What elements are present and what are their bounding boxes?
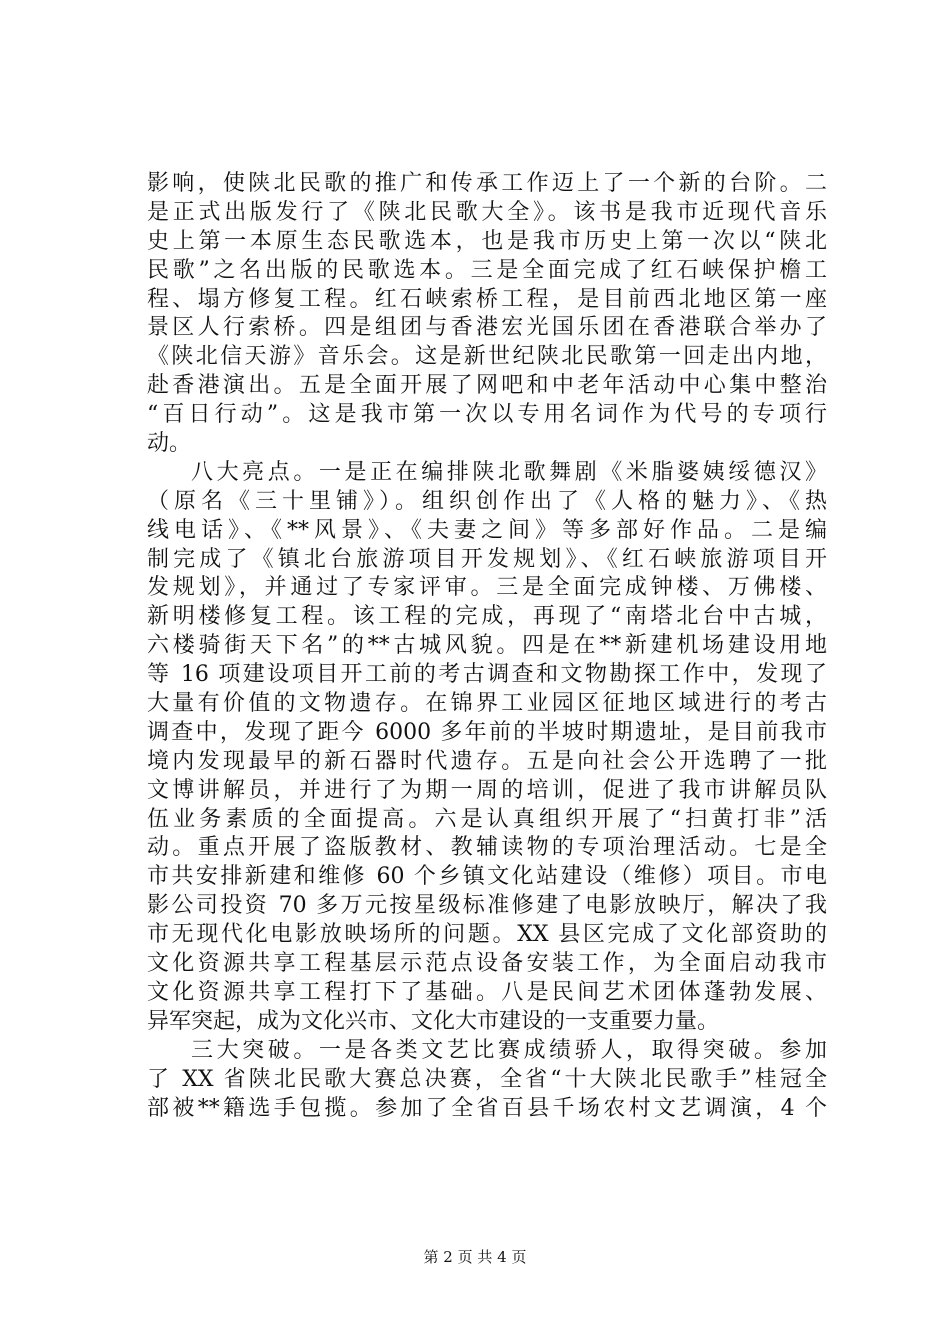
text-line: 民歌”之名出版的民歌选本。三是全面完成了红石峡保护檐工 bbox=[147, 257, 827, 283]
text-line: 伍业务素质的全面提高。六是认真组织开展了“扫黄打非”活 bbox=[147, 806, 827, 832]
text-line: 市无现代化电影放映场所的问题。XX 县区完成了文化部资助的 bbox=[147, 922, 827, 948]
text-line: 市共安排新建和维修 60 个乡镇文化站建设（维修）项目。市电 bbox=[147, 864, 827, 890]
text-line: 赴香港演出。五是全面开展了网吧和中老年活动中心集中整治 bbox=[147, 373, 827, 399]
text-line: 文化资源共享工程打下了基础。八是民间艺术团体蓬勃发展、 bbox=[147, 979, 827, 1005]
text-line: 八大亮点。一是正在编排陕北歌舞剧《米脂婆姨绥德汉》 bbox=[191, 459, 827, 485]
text-line: 了 XX 省陕北民歌大赛总决赛，全省“十大陕北民歌手”桂冠全 bbox=[147, 1066, 827, 1092]
text-line: 六楼骑街天下名”的**古城风貌。四是在**新建机场建设用地 bbox=[147, 633, 827, 659]
text-line: 《陕北信天游》音乐会。这是新世纪陕北民歌第一回走出内地， bbox=[147, 344, 827, 370]
text-line: 文博讲解员，并进行了为期一周的培训，促进了我市讲解员队 bbox=[147, 777, 827, 803]
text-line: （原名《三十里铺》）。组织创作出了《人格的魅力》、《热 bbox=[147, 488, 827, 514]
text-line: 程、塌方修复工程。红石峡索桥工程，是目前西北地区第一座 bbox=[147, 286, 827, 312]
text-line: 动。重点开展了盗版教材、教辅读物的专项治理活动。七是全 bbox=[147, 835, 827, 861]
body-text bbox=[147, 170, 827, 1123]
text-line: 文化资源共享工程基层示范点设备安装工作，为全面启动我市 bbox=[147, 951, 827, 977]
text-line: 动。 bbox=[147, 431, 192, 457]
text-line: 三大突破。一是各类文艺比赛成绩骄人，取得突破。参加 bbox=[191, 1037, 827, 1063]
page-footer: 第 2 页 共 4 页 bbox=[423, 1248, 527, 1266]
text-line: 部被**籍选手包揽。参加了全省百县千场农村文艺调演，4 个 bbox=[147, 1095, 827, 1121]
text-line: 是正式出版发行了《陕北民歌大全》。该书是我市近现代音乐 bbox=[147, 199, 827, 225]
text-line: 线电话》、《**风景》、《夫妻之间》等多部好作品。二是编 bbox=[147, 517, 827, 543]
text-line: 调查中，发现了距今 6000 多年前的半坡时期遗址，是目前我市 bbox=[147, 719, 827, 745]
text-line: 影响，使陕北民歌的推广和传承工作迈上了一个新的台阶。二 bbox=[147, 171, 827, 196]
text-line: “百日行动”。这是我市第一次以专用名词作为代号的专项行 bbox=[147, 402, 827, 428]
text-line: 影公司投资 70 多万元按星级标准修建了电影放映厅，解决了我 bbox=[147, 893, 827, 919]
text-line: 景区人行索桥。四是组团与香港宏光国乐团在香港联合举办了 bbox=[147, 315, 827, 341]
text-line: 等 16 项建设项目开工前的考古调查和文物勘探工作中，发现了 bbox=[147, 662, 827, 688]
text-line: 制完成了《镇北台旅游项目开发规划》、《红石峡旅游项目开 bbox=[147, 546, 827, 572]
text-line: 境内发现最早的新石器时代遗存。五是向社会公开选聘了一批 bbox=[147, 748, 827, 774]
text-line: 发规划》，并通过了专家评审。三是全面完成钟楼、万佛楼、 bbox=[147, 575, 827, 601]
text-line: 新明楼修复工程。该工程的完成，再现了“南塔北台中古城， bbox=[147, 604, 827, 630]
text-line: 史上第一本原生态民歌选本，也是我市历史上第一次以“陕北 bbox=[147, 228, 827, 254]
text-line: 大量有价值的文物遗存。在锦界工业园区征地区域进行的考古 bbox=[147, 691, 827, 717]
text-line: 异军突起，成为文化兴市、文化大市建设的一支重要力量。 bbox=[147, 1008, 720, 1034]
